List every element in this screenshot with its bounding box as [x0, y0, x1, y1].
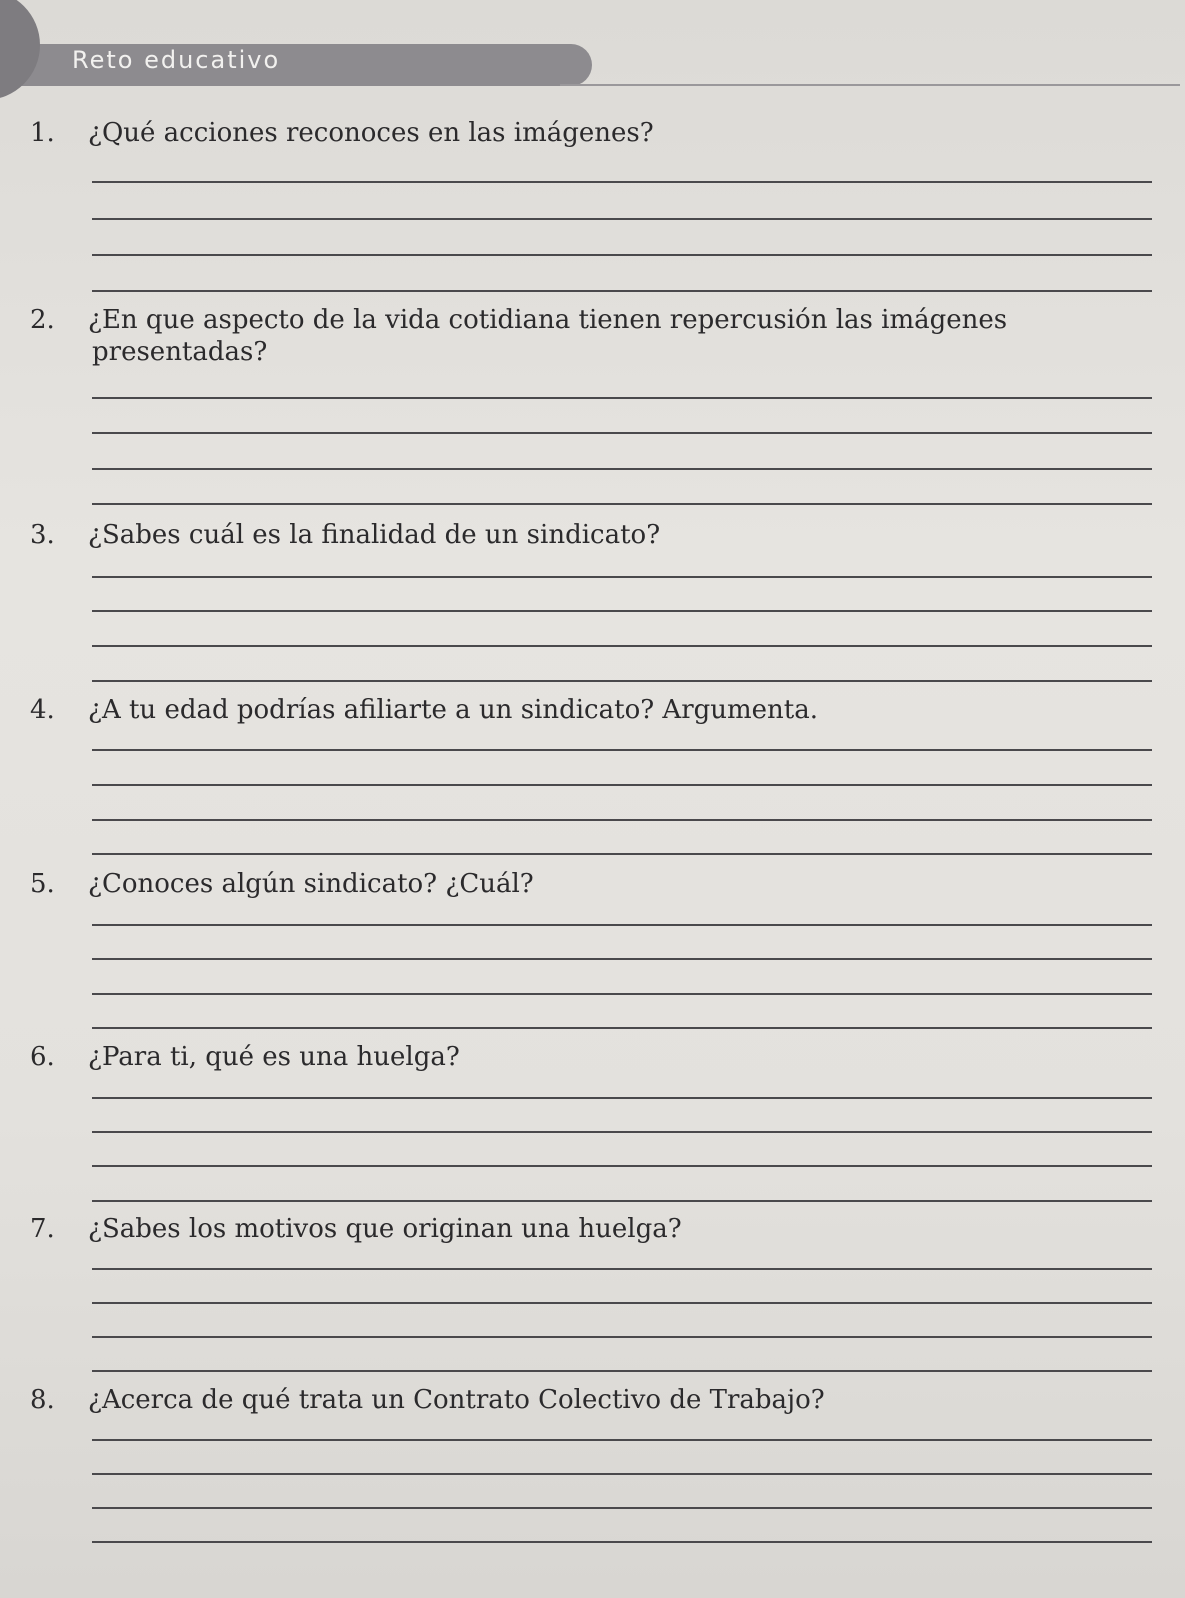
answer-line[interactable] — [92, 1439, 1152, 1441]
question-number: 3. — [30, 520, 55, 550]
answer-line[interactable] — [92, 1336, 1152, 1338]
answer-line[interactable] — [92, 218, 1152, 220]
answer-line[interactable] — [92, 1097, 1152, 1099]
question-number: 6. — [30, 1042, 55, 1072]
question-number: 7. — [30, 1214, 55, 1244]
section-title: Reto educativo — [72, 46, 281, 74]
answer-line[interactable] — [92, 1541, 1152, 1543]
answer-line[interactable] — [92, 958, 1152, 960]
answer-line[interactable] — [92, 432, 1152, 434]
answer-line[interactable] — [92, 1507, 1152, 1509]
answer-line[interactable] — [92, 1302, 1152, 1304]
answer-line[interactable] — [92, 853, 1152, 855]
question-text: ¿Para ti, qué es una huelga? — [88, 1042, 460, 1072]
answer-line[interactable] — [92, 468, 1152, 470]
answer-line[interactable] — [92, 645, 1152, 647]
answer-line[interactable] — [92, 784, 1152, 786]
answer-line[interactable] — [92, 1473, 1152, 1475]
question-text: ¿Sabes los motivos que originan una huelga? — [88, 1214, 682, 1244]
question-text: ¿A tu edad podrías afiliarte a un sindicato? Argumenta. — [88, 695, 819, 725]
answer-line[interactable] — [92, 680, 1152, 682]
answer-line[interactable] — [92, 503, 1152, 505]
question-number: 4. — [30, 695, 55, 725]
question-8 — [30, 1384, 825, 1416]
question-number: 8. — [30, 1385, 55, 1415]
question-3 — [30, 519, 660, 551]
question-number: 1. — [30, 118, 55, 148]
question-number: 5. — [30, 869, 55, 899]
header-divider — [560, 84, 1180, 86]
answer-line[interactable] — [92, 576, 1152, 578]
question-1 — [30, 117, 654, 149]
question-6 — [30, 1041, 460, 1073]
question-4 — [30, 694, 818, 726]
answer-line[interactable] — [92, 610, 1152, 612]
question-text: ¿Conoces algún sindicato? ¿Cuál? — [88, 869, 534, 899]
answer-line[interactable] — [92, 1131, 1152, 1133]
question-text: ¿Qué acciones reconoces en las imágenes? — [88, 118, 654, 148]
answer-line[interactable] — [92, 749, 1152, 751]
answer-line[interactable] — [92, 1200, 1152, 1202]
answer-line[interactable] — [92, 993, 1152, 995]
answer-line[interactable] — [92, 1268, 1152, 1270]
question-text: ¿Acerca de qué trata un Contrato Colectivo de Trabajo? — [88, 1385, 825, 1415]
question-number: 2. — [30, 305, 55, 335]
answer-line[interactable] — [92, 290, 1152, 292]
answer-line[interactable] — [92, 924, 1152, 926]
answer-line[interactable] — [92, 1370, 1152, 1372]
question-5 — [30, 868, 534, 900]
answer-line[interactable] — [92, 397, 1152, 399]
question-7 — [30, 1213, 682, 1245]
question-text: ¿En que aspecto de la vida cotidiana tienen repercusión las imágenes — [88, 305, 1008, 335]
answer-line[interactable] — [92, 254, 1152, 256]
answer-line[interactable] — [92, 1027, 1152, 1029]
question-2 — [30, 304, 1150, 368]
answer-line[interactable] — [92, 181, 1152, 183]
question-text-continuation: presentadas? — [92, 337, 268, 367]
question-text: ¿Sabes cuál es la finalidad de un sindicato? — [88, 520, 661, 550]
answer-line[interactable] — [92, 1165, 1152, 1167]
answer-line[interactable] — [92, 819, 1152, 821]
